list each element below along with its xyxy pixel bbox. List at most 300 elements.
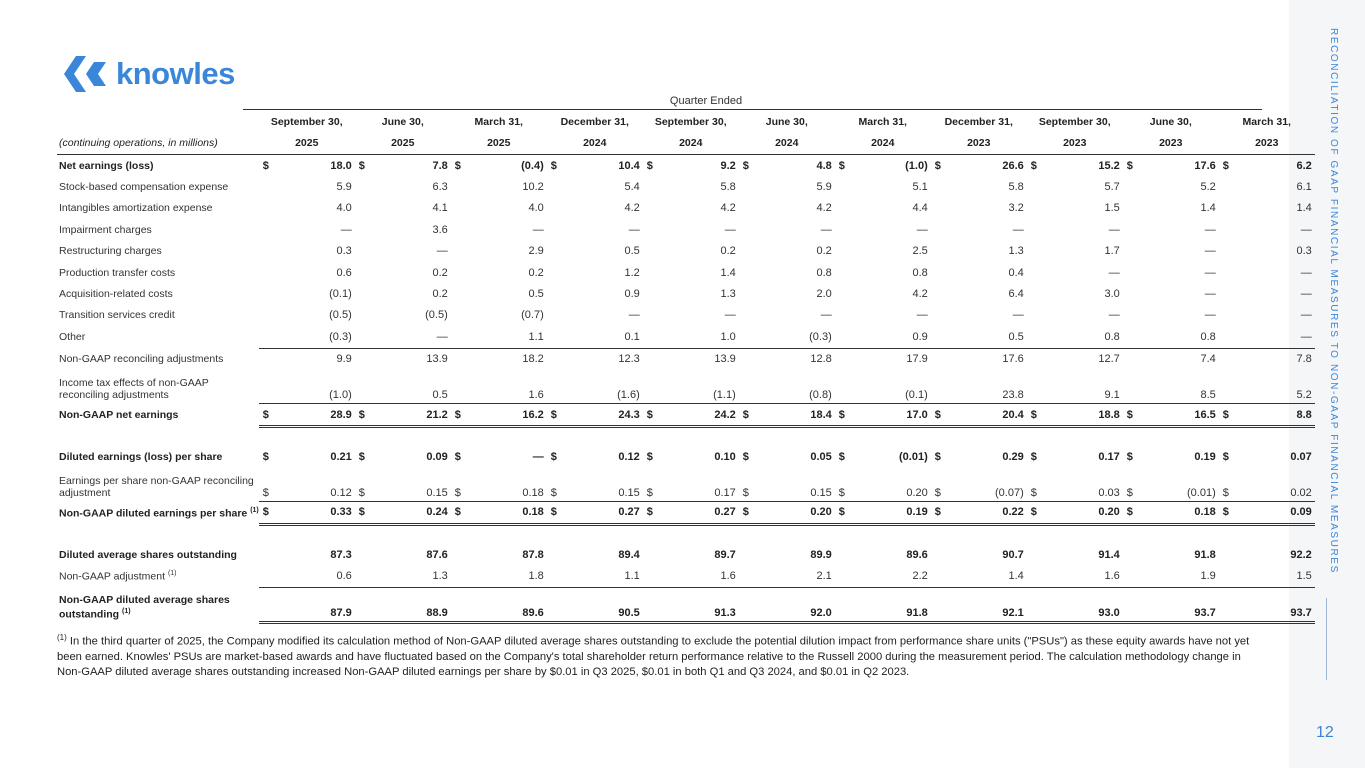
column-year-header: 2025	[355, 132, 451, 155]
column-date-header: September 30,	[270, 116, 343, 128]
currency-symbol	[1219, 525, 1235, 545]
quarter-ended-header: Quarter Ended	[669, 95, 743, 107]
table-cell	[275, 427, 355, 447]
row-label	[57, 176, 259, 197]
table-cell: 0.27	[659, 501, 739, 524]
currency-symbol	[1123, 305, 1139, 326]
table-cell	[659, 525, 739, 545]
column-year-header: 2023	[1027, 132, 1123, 155]
currency-symbol	[643, 525, 659, 545]
row-label-text: Production transfer costs	[59, 266, 176, 279]
column-date-header: December 31,	[944, 116, 1013, 128]
currency-symbol	[1027, 587, 1043, 622]
table-cell: —	[916, 309, 928, 322]
table-cell: (1.0)	[275, 370, 355, 404]
currency-symbol: $	[550, 450, 557, 463]
currency-symbol: $	[643, 403, 659, 426]
currency-symbol	[931, 587, 947, 622]
table-cell: 0.20	[1043, 501, 1123, 524]
table-cell: 0.18	[467, 501, 547, 524]
currency-symbol	[547, 370, 563, 404]
row-label	[57, 565, 259, 587]
table-cell: 21.2	[371, 403, 451, 426]
table-cell: 24.3	[563, 403, 643, 426]
table-cell	[1235, 427, 1315, 447]
currency-symbol	[451, 241, 467, 262]
page-number: 12	[1316, 724, 1334, 741]
table-cell: 89.6	[467, 587, 547, 622]
table-cell: 0.5	[528, 288, 544, 301]
table-cell: 0.21	[330, 450, 352, 463]
currency-symbol: $	[1123, 501, 1139, 524]
table-cell: 5.8	[720, 181, 736, 194]
table-row	[57, 565, 1315, 587]
column-date-header: June 30,	[765, 116, 808, 128]
table-cell: 13.9	[714, 353, 736, 366]
table-cell: 0.09	[426, 450, 448, 463]
row-label-text: Non-GAAP reconciling adjustments	[59, 352, 224, 365]
currency-symbol	[643, 565, 659, 587]
currency-symbol	[355, 427, 371, 447]
table-cell: 91.3	[659, 587, 739, 622]
table-cell: 0.24	[371, 501, 451, 524]
currency-symbol	[739, 587, 755, 622]
table-cell: —	[1204, 223, 1216, 236]
table-cell: 92.1	[947, 587, 1027, 622]
currency-symbol: $	[838, 159, 845, 172]
table-cell: 87.3	[330, 548, 352, 561]
currency-symbol	[547, 427, 563, 447]
table-cell: 1.0	[659, 326, 739, 348]
currency-symbol	[835, 525, 851, 545]
table-cell: (0.3)	[755, 326, 835, 348]
row-label	[57, 403, 259, 426]
table-cell: 2.1	[755, 565, 835, 587]
currency-symbol	[355, 544, 371, 565]
currency-symbol	[1027, 565, 1043, 587]
table-cell: 0.09	[1235, 501, 1315, 524]
table-cell: 4.0	[336, 202, 352, 215]
currency-symbol	[547, 176, 563, 197]
currency-symbol	[643, 283, 659, 304]
table-cell: 6.3	[432, 181, 448, 194]
table-cell: 8.8	[1235, 403, 1315, 426]
table-cell: —	[1300, 309, 1312, 322]
currency-symbol	[355, 370, 371, 404]
table-cell: 0.9	[624, 288, 640, 301]
sidebar-divider	[1326, 598, 1327, 680]
currency-symbol	[643, 326, 659, 348]
table-cell	[1139, 427, 1219, 447]
currency-symbol	[1219, 198, 1235, 219]
currency-symbol	[355, 283, 371, 304]
table-cell: 26.6	[1002, 159, 1024, 172]
column-date-header: June 30,	[1149, 116, 1192, 128]
row-label	[57, 219, 259, 240]
table-cell: 89.7	[714, 548, 736, 561]
currency-symbol: $	[739, 468, 755, 502]
currency-symbol	[1123, 370, 1139, 404]
section-title: RECONCILIATION OF GAAP FINANCIAL MEASURES TO NON-GAAP FINANCIAL MEASURES	[1328, 28, 1339, 574]
column-year-header: 2025	[451, 132, 547, 155]
table-cell: 5.7	[1104, 181, 1120, 194]
row-label	[57, 468, 259, 502]
column-year-header: 2024	[835, 132, 931, 155]
currency-symbol	[1219, 544, 1235, 565]
table-cell: 16.5	[1139, 403, 1219, 426]
table-cell: 1.9	[1139, 565, 1219, 587]
currency-symbol	[1027, 525, 1043, 545]
currency-symbol	[643, 370, 659, 404]
currency-symbol	[355, 348, 371, 370]
row-label	[57, 155, 259, 177]
table-cell: 24.2	[659, 403, 739, 426]
currency-symbol	[835, 219, 851, 240]
table-cell: 90.5	[563, 587, 643, 622]
currency-symbol	[1219, 348, 1235, 370]
currency-symbol	[451, 262, 467, 283]
table-cell: —	[628, 309, 640, 322]
table-cell	[851, 427, 931, 447]
currency-symbol: $	[550, 159, 557, 172]
column-year-header: 2025	[259, 132, 355, 155]
currency-symbol: $	[643, 501, 659, 524]
row-label	[57, 348, 259, 370]
currency-symbol	[643, 262, 659, 283]
currency-symbol	[259, 283, 275, 304]
reconciliation-table	[57, 112, 1315, 624]
table-row	[57, 587, 1315, 622]
table-cell: (1.6)	[563, 370, 643, 404]
currency-symbol	[835, 241, 851, 262]
currency-symbol: $	[643, 468, 659, 502]
currency-symbol	[451, 427, 467, 447]
table-cell: (1.0)	[905, 159, 928, 172]
currency-symbol	[739, 427, 755, 447]
table-cell	[1043, 525, 1123, 545]
table-cell: —	[1204, 245, 1216, 258]
table-cell: 0.19	[1194, 450, 1216, 463]
currency-symbol	[931, 326, 947, 348]
table-cell: 1.6	[467, 370, 547, 404]
table-cell: —	[1300, 266, 1312, 279]
table-cell: 0.02	[1235, 468, 1315, 502]
table-cell: 12.7	[1098, 353, 1120, 366]
currency-symbol	[451, 525, 467, 545]
table-cell: (0.3)	[275, 326, 355, 348]
currency-symbol: $	[547, 501, 563, 524]
table-cell	[371, 427, 451, 447]
currency-symbol: $	[451, 468, 467, 502]
currency-symbol: $	[1219, 501, 1235, 524]
currency-symbol	[259, 219, 275, 240]
table-cell: 0.8	[816, 266, 832, 279]
currency-symbol	[835, 176, 851, 197]
table-cell: —	[371, 326, 451, 348]
table-cell: 87.6	[426, 548, 448, 561]
currency-symbol	[1027, 544, 1043, 565]
currency-symbol	[1027, 241, 1043, 262]
currency-symbol	[931, 525, 947, 545]
table-cell: 4.2	[720, 202, 736, 215]
currency-symbol	[835, 326, 851, 348]
row-label-text: Impairment charges	[59, 223, 152, 236]
row-label	[57, 198, 259, 219]
table-cell: 0.6	[336, 266, 352, 279]
currency-symbol	[451, 565, 467, 587]
currency-symbol	[835, 544, 851, 565]
table-cell: 5.4	[624, 181, 640, 194]
currency-symbol: $	[835, 501, 851, 524]
currency-symbol: $	[262, 450, 269, 463]
table-cell: 17.6	[1002, 353, 1024, 366]
currency-symbol	[931, 198, 947, 219]
table-cell: 0.4	[1008, 266, 1024, 279]
table-row	[57, 283, 1315, 304]
table-cell: 87.9	[275, 587, 355, 622]
units-label: (continuing operations, in millions)	[57, 132, 259, 155]
currency-symbol: $	[931, 403, 947, 426]
column-date-header: June 30,	[381, 116, 424, 128]
currency-symbol	[1027, 370, 1043, 404]
table-cell	[371, 525, 451, 545]
row-label-text: Non-GAAP diluted earnings per share	[59, 507, 248, 520]
table-cell: 0.15	[371, 468, 451, 502]
currency-symbol	[1123, 283, 1139, 304]
table-cell	[1043, 427, 1123, 447]
table-cell: 0.19	[851, 501, 931, 524]
currency-symbol: $	[259, 403, 275, 426]
currency-symbol	[1027, 305, 1043, 326]
currency-symbol	[451, 587, 467, 622]
currency-symbol	[1219, 219, 1235, 240]
currency-symbol	[1027, 427, 1043, 447]
currency-symbol	[643, 219, 659, 240]
currency-symbol	[355, 587, 371, 622]
table-cell: 0.2	[720, 245, 736, 258]
table-cell: 18.4	[755, 403, 835, 426]
currency-symbol	[643, 427, 659, 447]
table-cell: 4.8	[816, 159, 832, 172]
table-cell: 0.05	[810, 450, 832, 463]
currency-symbol	[739, 198, 755, 219]
currency-symbol: $	[835, 403, 851, 426]
table-cell: 4.1	[432, 202, 448, 215]
row-label-text: Diluted earnings (loss) per share	[59, 450, 223, 463]
currency-symbol: $	[739, 501, 755, 524]
currency-symbol	[1219, 176, 1235, 197]
table-cell: 2.0	[816, 288, 832, 301]
currency-symbol	[451, 219, 467, 240]
table-cell: 1.2	[624, 266, 640, 279]
currency-symbol	[355, 241, 371, 262]
currency-symbol: $	[1219, 468, 1235, 502]
currency-symbol	[451, 544, 467, 565]
currency-symbol	[835, 198, 851, 219]
row-label-text: Intangibles amortization expense	[59, 202, 213, 215]
row-label-text: Restructuring charges	[59, 245, 162, 258]
table-cell: 92.2	[1290, 548, 1312, 561]
table-row	[57, 446, 1315, 467]
currency-symbol	[931, 565, 947, 587]
table-cell: 0.2	[432, 266, 448, 279]
currency-symbol: $	[547, 403, 563, 426]
currency-symbol	[547, 326, 563, 348]
table-cell: 2.5	[912, 245, 928, 258]
row-label-text: Income tax effects of non-GAAP reconciling adjustments	[59, 377, 209, 402]
currency-symbol	[451, 283, 467, 304]
currency-symbol	[547, 525, 563, 545]
currency-symbol: $	[1030, 450, 1037, 463]
currency-symbol	[259, 525, 275, 545]
currency-symbol	[1027, 262, 1043, 283]
row-label-text: Net earnings (loss)	[59, 159, 154, 172]
table-cell: 9.9	[336, 353, 352, 366]
currency-symbol	[259, 326, 275, 348]
table-cell: (0.01)	[1139, 468, 1219, 502]
currency-symbol: $	[355, 403, 371, 426]
table-cell	[947, 427, 1027, 447]
row-label-text: Earnings per share non-GAAP reconciling adjustment	[59, 475, 254, 500]
table-cell: 89.9	[810, 548, 832, 561]
row-label-text: Stock-based compensation expense	[59, 181, 229, 194]
table-cell: —	[1108, 223, 1120, 236]
currency-symbol	[643, 305, 659, 326]
currency-symbol	[1027, 283, 1043, 304]
table-cell: (0.8)	[755, 370, 835, 404]
table-cell: 5.8	[1008, 181, 1024, 194]
table-cell: 0.10	[714, 450, 736, 463]
footnote-marker: (1)	[57, 633, 67, 642]
currency-symbol	[643, 241, 659, 262]
currency-symbol	[355, 262, 371, 283]
table-cell: 20.4	[947, 403, 1027, 426]
table-cell: 17.6	[1194, 159, 1216, 172]
table-cell: 91.8	[1194, 548, 1216, 561]
table-cell: (0.1)	[329, 288, 352, 301]
table-row	[57, 176, 1315, 197]
table-cell: 0.20	[755, 501, 835, 524]
table-cell: 0.20	[851, 468, 931, 502]
table-row	[57, 468, 1315, 502]
currency-symbol	[259, 241, 275, 262]
row-label	[57, 446, 259, 467]
currency-symbol: $	[646, 450, 653, 463]
table-cell: —	[1300, 223, 1312, 236]
currency-symbol	[259, 544, 275, 565]
currency-symbol	[1219, 262, 1235, 283]
currency-symbol	[739, 525, 755, 545]
currency-symbol	[547, 565, 563, 587]
table-cell: 18.2	[522, 353, 544, 366]
currency-symbol	[547, 305, 563, 326]
table-cell: 1.4	[1296, 202, 1312, 215]
table-cell: 0.3	[1296, 245, 1312, 258]
table-cell: 0.07	[1290, 450, 1312, 463]
table-row	[57, 241, 1315, 262]
table-cell: 1.4	[947, 565, 1027, 587]
currency-symbol	[739, 283, 755, 304]
table-cell	[947, 525, 1027, 545]
footnote	[57, 630, 1257, 680]
currency-symbol	[1027, 219, 1043, 240]
currency-symbol: $	[1222, 159, 1229, 172]
table-row	[57, 198, 1315, 219]
table-cell: 7.8	[432, 159, 448, 172]
currency-symbol	[547, 198, 563, 219]
table-cell	[467, 525, 547, 545]
currency-symbol	[931, 241, 947, 262]
table-cell: 92.0	[755, 587, 835, 622]
logo-text: knowles	[116, 56, 235, 91]
table-row	[57, 525, 1315, 545]
table-cell: —	[724, 309, 736, 322]
currency-symbol	[643, 348, 659, 370]
table-cell: 4.4	[912, 202, 928, 215]
table-cell: 1.7	[1104, 245, 1120, 258]
currency-symbol	[1219, 587, 1235, 622]
table-cell: 89.6	[906, 548, 928, 561]
table-cell: 1.1	[467, 326, 547, 348]
table-cell: —	[1300, 288, 1312, 301]
table-cell: 9.1	[1043, 370, 1123, 404]
table-cell: 6.1	[1296, 181, 1312, 194]
row-label-text: Non-GAAP diluted average shares outstanding	[59, 593, 230, 621]
currency-symbol: $	[739, 403, 755, 426]
table-cell: 0.8	[1043, 326, 1123, 348]
row-label	[57, 587, 259, 622]
table-cell	[467, 427, 547, 447]
currency-symbol: $	[835, 468, 851, 502]
currency-symbol: $	[1222, 450, 1229, 463]
table-row	[57, 403, 1315, 426]
table-cell: 6.4	[1008, 288, 1024, 301]
row-label-text: Non-GAAP net earnings	[59, 409, 179, 422]
currency-symbol: $	[742, 159, 749, 172]
table-cell: 2.2	[851, 565, 931, 587]
table-cell: 4.0	[528, 202, 544, 215]
currency-symbol: $	[547, 468, 563, 502]
table-cell: —	[532, 450, 544, 463]
currency-symbol	[355, 525, 371, 545]
currency-symbol	[643, 544, 659, 565]
currency-symbol: $	[1027, 468, 1043, 502]
table-cell: 0.17	[659, 468, 739, 502]
table-cell: 93.7	[1139, 587, 1219, 622]
table-cell: 0.6	[275, 565, 355, 587]
row-label-text: Non-GAAP adjustment	[59, 570, 166, 583]
currency-symbol: $	[1219, 403, 1235, 426]
table-cell: —	[1012, 223, 1024, 236]
currency-symbol: $	[454, 450, 461, 463]
currency-symbol	[835, 262, 851, 283]
table-cell: 1.8	[467, 565, 547, 587]
currency-symbol	[451, 305, 467, 326]
table-cell: 0.5	[947, 326, 1027, 348]
table-cell: 10.4	[618, 159, 640, 172]
currency-symbol	[1027, 348, 1043, 370]
row-footnote-marker: (1)	[167, 570, 177, 578]
currency-symbol: $	[451, 501, 467, 524]
row-label	[57, 326, 259, 348]
currency-symbol: $	[1123, 468, 1139, 502]
currency-symbol	[1123, 262, 1139, 283]
currency-symbol	[1219, 326, 1235, 348]
table-cell: 18.8	[1043, 403, 1123, 426]
currency-symbol	[547, 544, 563, 565]
table-cell: —	[820, 223, 832, 236]
table-cell: —	[724, 223, 736, 236]
